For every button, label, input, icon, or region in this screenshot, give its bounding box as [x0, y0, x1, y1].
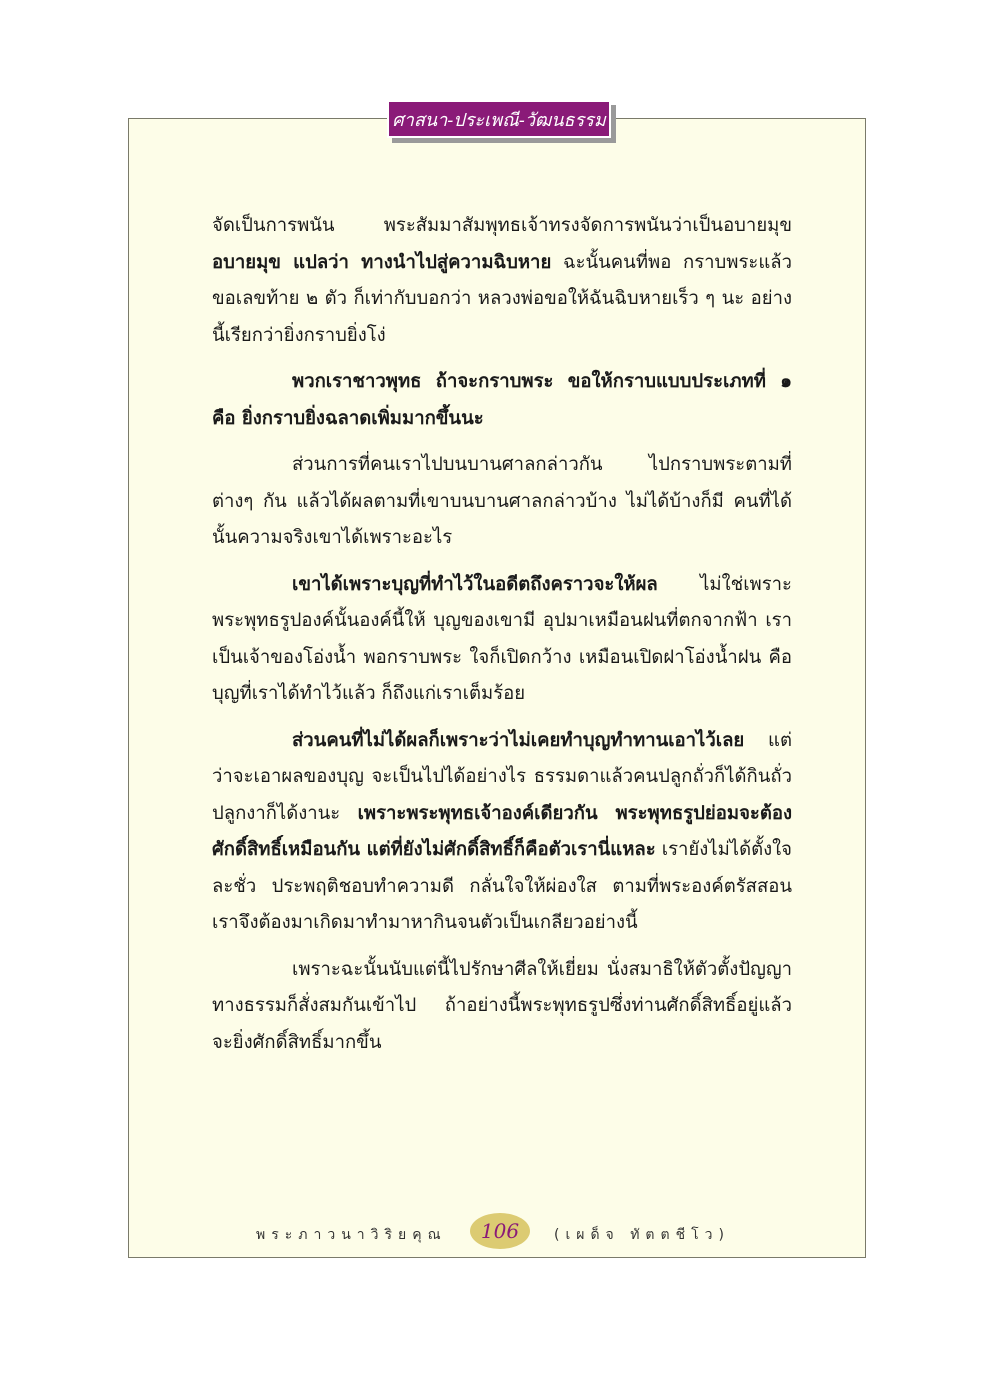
paragraph — [212, 567, 792, 713]
text-run: เรายังไม่ได้ตั้งใจละชั่ว ประพฤติชอบทำความดี กลั่นใจให้ผ่องใส ตามที่พระองค์ตรัสสอน เราจึงต้องมาเกิดมาทำมาหากินจนตัวเป็นเกลียวอย่างนี้ — [212, 839, 792, 933]
bold-text-run: เพราะพระพุทธเจ้าองค์เดียวกัน พระพุทธรูปย่อมจะต้องศักดิ์สิทธิ์เหมือนกัน แต่ที่ยังไม่ศักดิ์สิทธิ์ก็คือตัวเรานี่แหละ — [212, 802, 793, 860]
paragraph — [212, 208, 792, 354]
paragraph — [212, 952, 792, 1062]
text-run: ส่วนการที่คนเราไปบนบานศาลกล่าวกัน ไปกราบพระตามที่ต่างๆ กัน แล้วได้ผลตามที่เขาบนบานศาลกล่าวบ้าง ไม่ได้บ้างก็มี คนที่ได้นั้นความจริงเขาได้เพราะอะไร — [212, 454, 792, 548]
body-text — [212, 208, 792, 1071]
bold-text-run: พวกเราชาวพุทธ ถ้าจะกราบพระ ขอให้กราบแบบประเภทที่ ๑ คือ ยิ่งกราบยิ่งฉลาดเพิ่มมากขึ้นนะ — [212, 371, 792, 429]
footer-book-title: พระภาวนาวิริยคุณ — [256, 1227, 447, 1243]
text-run: ฉะนั้นคนที่พอ กราบพระแล้วขอเลขท้าย ๒ ตัว ก็เท่ากับบอกว่า หลวงพ่อขอให้ฉันฉิบหายเร็ว ๆ นะ อย่างนี้เรียกว่ายิ่งกราบยิ่งโง่ — [212, 251, 792, 346]
text-run: แต่ว่าจะเอาผลของบุญ จะเป็นไปได้อย่างไร ธรรมดาแล้วคนปลูกถั่วก็ได้กินถั่ว ปลูกงาก็ได้งานะ — [212, 729, 792, 824]
section-title-tab — [387, 100, 611, 138]
paragraph — [212, 723, 792, 942]
bold-text-run: อบายมุข แปลว่า ทางนำไปสู่ความฉิบหาย — [212, 251, 552, 273]
bold-text-run: ส่วนคนที่ไม่ได้ผลก็เพราะว่าไม่เคยทำบุญทำทานเอาไว้เลย — [292, 729, 745, 751]
text-run: จัดเป็นการพนัน พระสัมมาสัมพุทธเจ้าทรงจัดการพนันว่าเป็นอบายมุข — [212, 215, 792, 236]
section-title: ศาสนา-ประเพณี-วัฒนธรรม — [392, 109, 606, 131]
paragraph — [212, 447, 792, 557]
page-number: 106 — [480, 1219, 520, 1243]
text-run: ไม่ใช่เพราะพระพุทธรูปองค์นั้นองค์นี้ให้ บุญของเขามี อุปมาเหมือนฝนที่ตกจากฟ้า เราเป็นเจ้าของโอ่งน้ำ พอกราบพระ ใจก็เปิดกว้าง เหมือนเปิดฝาโอ่งน้ำฝน คือบุญที่เราได้ทำไว้แล้ว ก็ถึงแก่เราเต็มร้อย — [212, 573, 792, 704]
footer-author: (เผด็จ ทัตตชีโว) — [554, 1227, 730, 1243]
text-run: เพราะฉะนั้นนับแต่นี้ไปรักษาศีลให้เยี่ยม นั่งสมาธิให้ตัวตั้งปัญญาทางธรรมก็สั่งสมกันเข้าไป ถ้าอย่างนี้พระพุทธรูปซึ่งท่านศักดิ์สิทธิ์อยู่แล้ว จะยิ่งศักดิ์สิทธิ์มากขึ้น — [212, 958, 792, 1053]
paragraph — [212, 364, 792, 437]
bold-text-run: เขาได้เพราะบุญที่ทำไว้ในอดีตถึงคราวจะให้ผล — [292, 573, 658, 595]
page-number-badge — [470, 1213, 530, 1249]
